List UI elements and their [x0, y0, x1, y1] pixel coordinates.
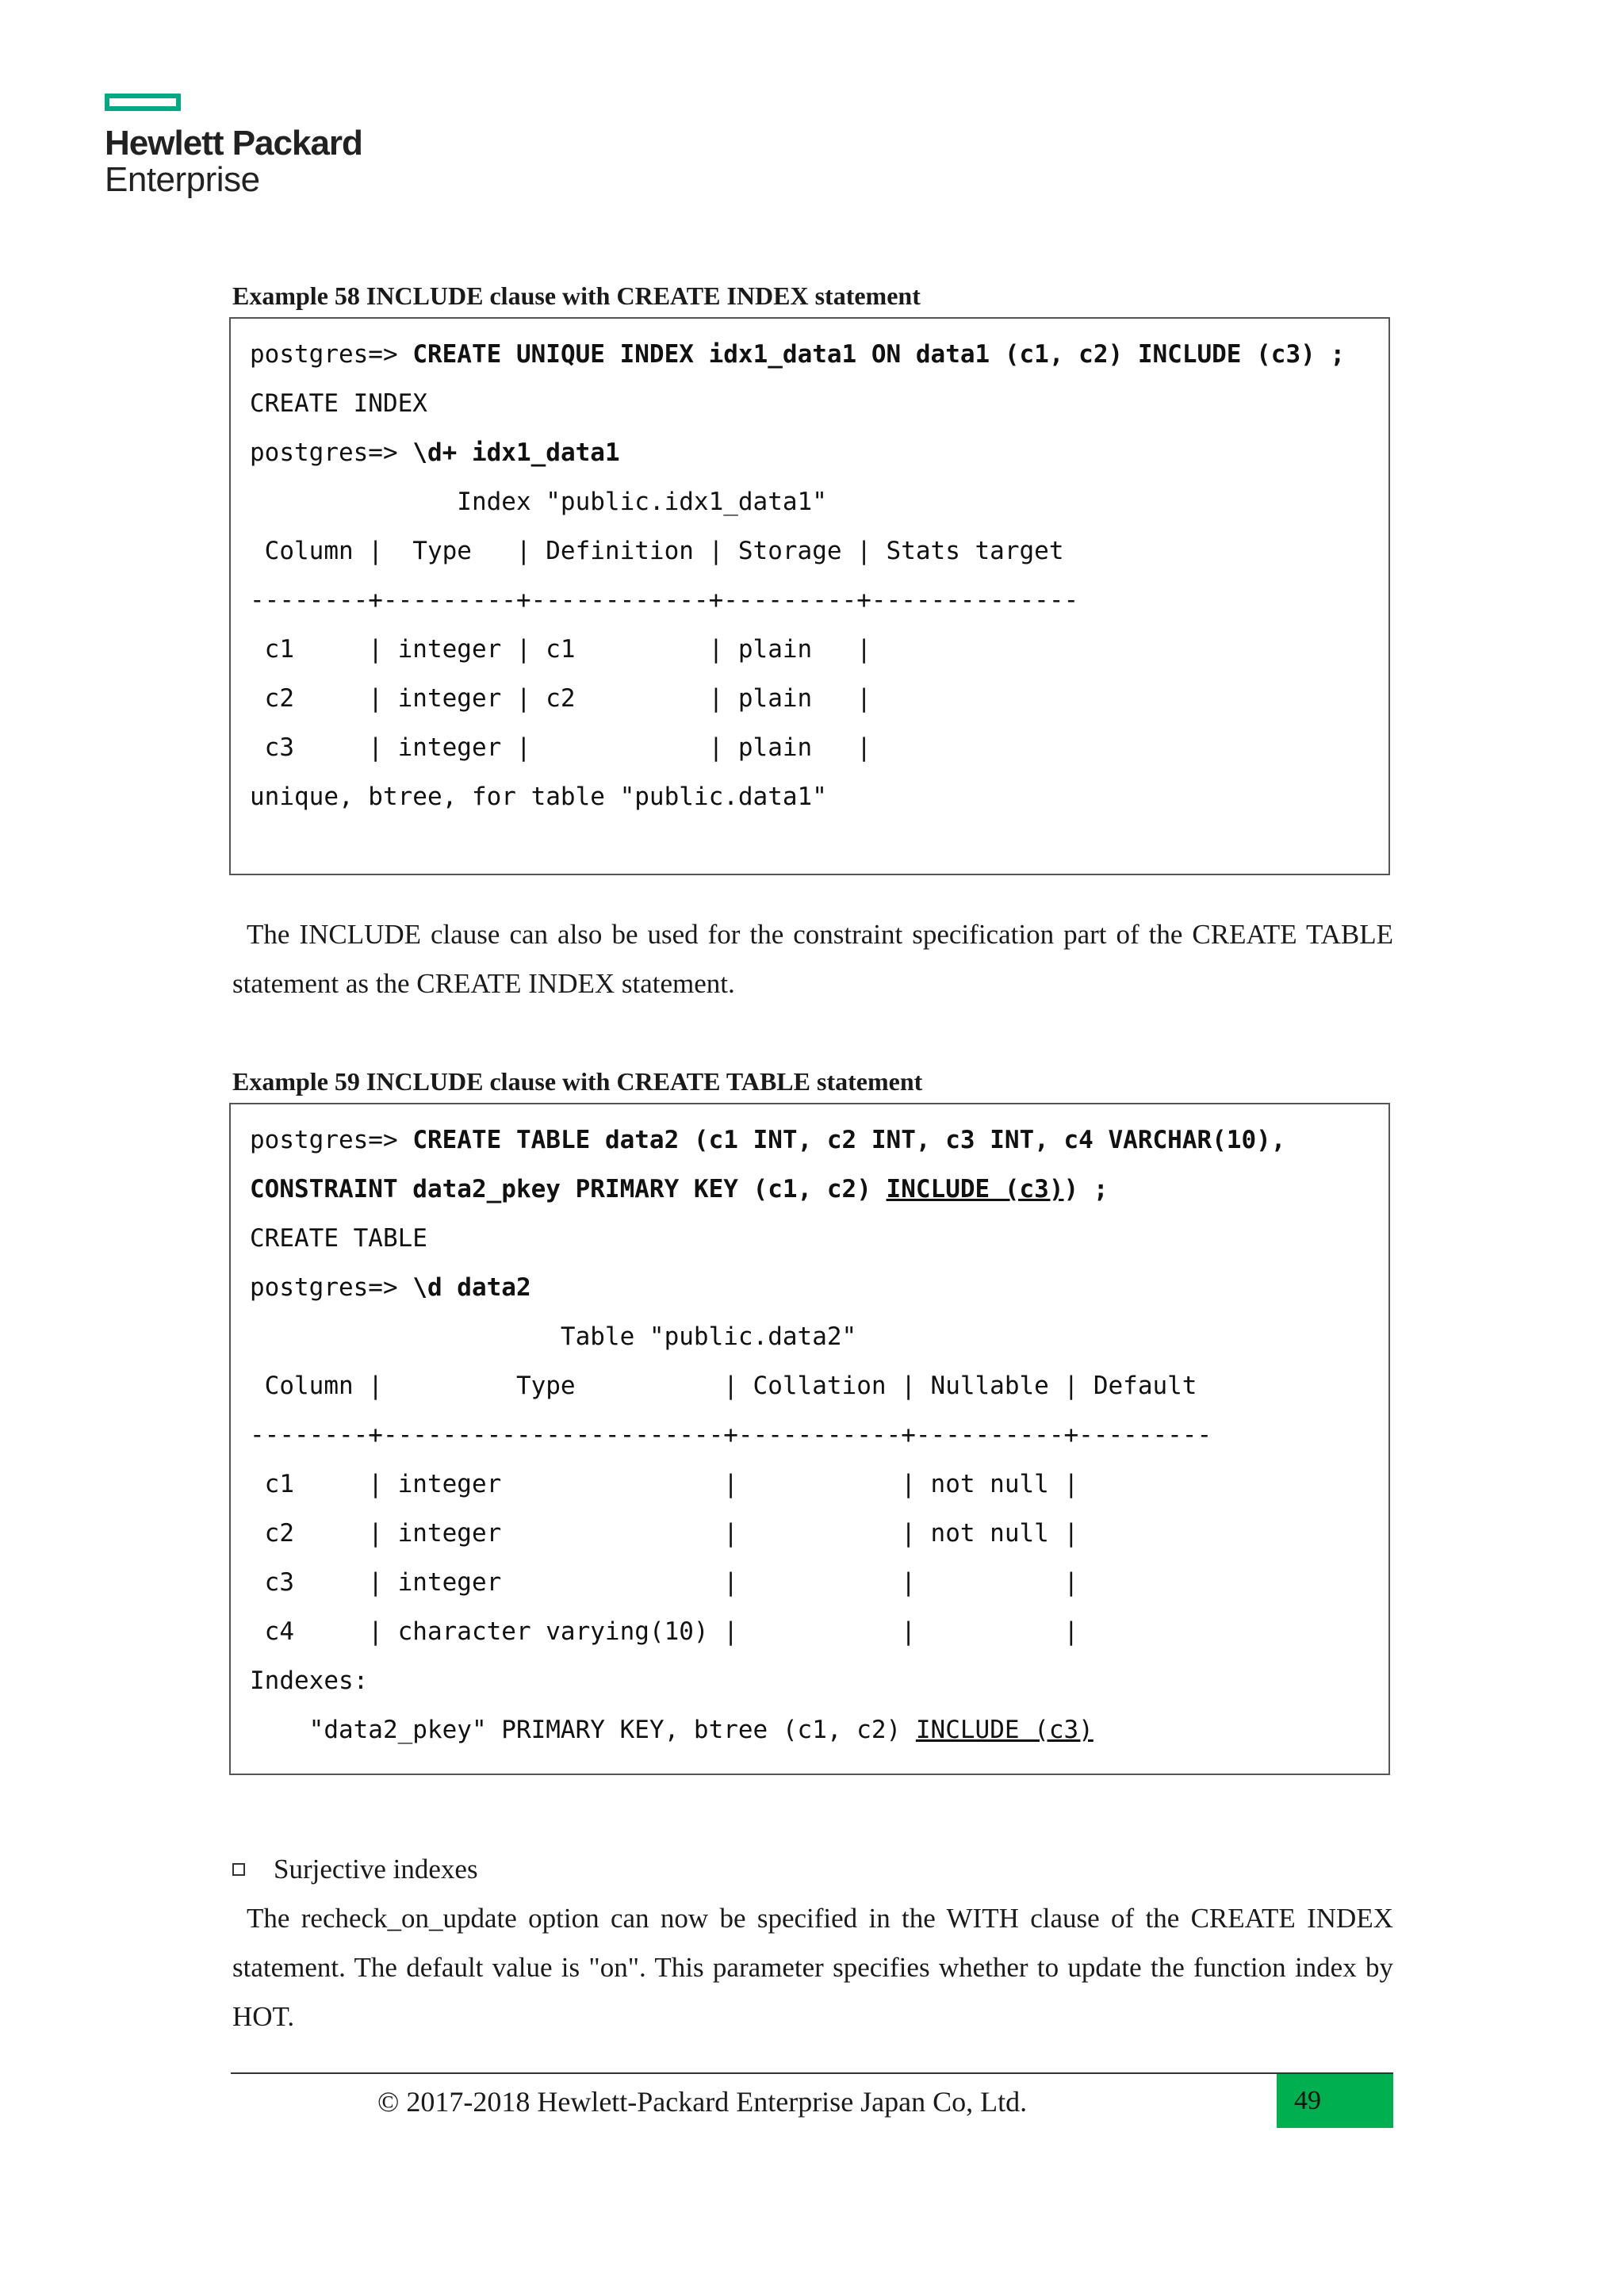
paragraph-include-clause: The INCLUDE clause can also be used for the constraint specification part of the CREATE TABLE statement as the CREATE INDEX statement.: [232, 919, 1393, 999]
code-text: Indexes:: [250, 1667, 369, 1695]
code-text: c3 | integer | | plain |: [250, 733, 871, 762]
page-number: 49: [1277, 2074, 1393, 2128]
example59-caption: Example 59 INCLUDE clause with CREATE TABLE statement: [232, 1067, 923, 1096]
code-cmd: CREATE TABLE data2 (c1 INT, c2 INT, c3 INT, c4 VARCHAR(10),: [412, 1126, 1286, 1154]
example59-code-box: [229, 1103, 1390, 1775]
code-line: [250, 1460, 1388, 1509]
code-line: [250, 1312, 1388, 1361]
code-line: [250, 1705, 1388, 1755]
code-cmd: \d+ idx1_data1: [412, 438, 620, 467]
code-text: c2 | integer | c2 | plain |: [250, 684, 871, 713]
code-line: [250, 625, 1388, 674]
code-text: --------+---------+------------+---------+--------------: [250, 586, 1079, 614]
code-line: [250, 1607, 1388, 1656]
example58-code-box: [229, 317, 1390, 875]
code-text: Column | Type | Definition | Storage | Stats target: [250, 537, 1064, 565]
code-cmd_end: ) ;: [1063, 1175, 1109, 1203]
code-prompt: postgres=>: [250, 1273, 413, 1302]
code-prompt: postgres=>: [250, 340, 413, 369]
code-line: [250, 1165, 1388, 1214]
code-ul: INCLUDE (c3): [915, 1716, 1094, 1744]
code-text: --------+-----------------------+-----------+----------+---------: [250, 1421, 1212, 1449]
code-line: [250, 477, 1388, 526]
logo-line-1: Hewlett Packard: [105, 124, 362, 163]
bullet-surjective-indexes: [232, 1845, 478, 1894]
code-line: [250, 1410, 1388, 1460]
code-text: c3 | integer | | |: [250, 1568, 1079, 1597]
code-line: [250, 1656, 1388, 1705]
bullet-square-icon: [232, 1863, 245, 1876]
code-line: [250, 723, 1388, 772]
code-text: Column | Type | Collation | Nullable | Default: [250, 1372, 1197, 1400]
code-line: [250, 1214, 1388, 1263]
code-line: [250, 428, 1388, 477]
code-line: [250, 576, 1388, 625]
code-cmd: CONSTRAINT data2_pkey PRIMARY KEY (c1, c2): [250, 1175, 887, 1203]
code-cmd: \d data2: [412, 1273, 531, 1302]
code-line: [250, 379, 1388, 428]
code-line: [250, 330, 1388, 379]
code-line: [250, 1115, 1388, 1165]
bullet-label: Surjective indexes: [274, 1854, 478, 1885]
footer-rule: [231, 2072, 1393, 2074]
example58-caption: Example 58 INCLUDE clause with CREATE INDEX statement: [232, 281, 921, 310]
code-line: [250, 1263, 1388, 1312]
code-line: [250, 772, 1388, 821]
code-text: c2 | integer | | not null |: [250, 1519, 1079, 1548]
paragraph-recheck-on-update: The recheck_on_update option can now be specified in the WITH clause of the CREATE INDEX statement. The default value is "on". This parameter specifies whether to update the function index by HOT.: [232, 1903, 1393, 2032]
code-text: Table "public.data2": [250, 1322, 857, 1351]
code-cmd: CREATE UNIQUE INDEX idx1_data1 ON data1 (c1, c2) INCLUDE (c3) ;: [412, 340, 1346, 369]
code-ul: INCLUDE (c3): [886, 1175, 1064, 1203]
example59-code: [250, 1115, 1388, 1755]
code-text: unique, btree, for table "public.data1": [250, 783, 827, 811]
code-line: [250, 526, 1388, 576]
code-text: "data2_pkey" PRIMARY KEY, btree (c1, c2): [250, 1716, 916, 1744]
logo-line-2: Enterprise: [105, 160, 260, 199]
footer-copyright: © 2017-2018 Hewlett-Packard Enterprise Japan Co, Ltd.: [377, 2086, 1028, 2118]
code-line: [250, 1558, 1388, 1607]
code-text: Index "public.idx1_data1": [250, 488, 827, 516]
code-text: c4 | character varying(10) | | |: [250, 1617, 1079, 1646]
hpe-logo: [105, 94, 362, 198]
code-text: CREATE INDEX: [250, 389, 427, 418]
code-text: CREATE TABLE: [250, 1224, 427, 1253]
code-line: [250, 1509, 1388, 1558]
code-text: c1 | integer | c1 | plain |: [250, 635, 871, 664]
code-line: [250, 1361, 1388, 1410]
code-text: c1 | integer | | not null |: [250, 1470, 1079, 1498]
example58-code: [250, 330, 1388, 821]
code-line: [250, 674, 1388, 723]
hpe-logo-mark: [105, 94, 181, 111]
code-prompt: postgres=>: [250, 1126, 413, 1154]
code-prompt: postgres=>: [250, 438, 413, 467]
